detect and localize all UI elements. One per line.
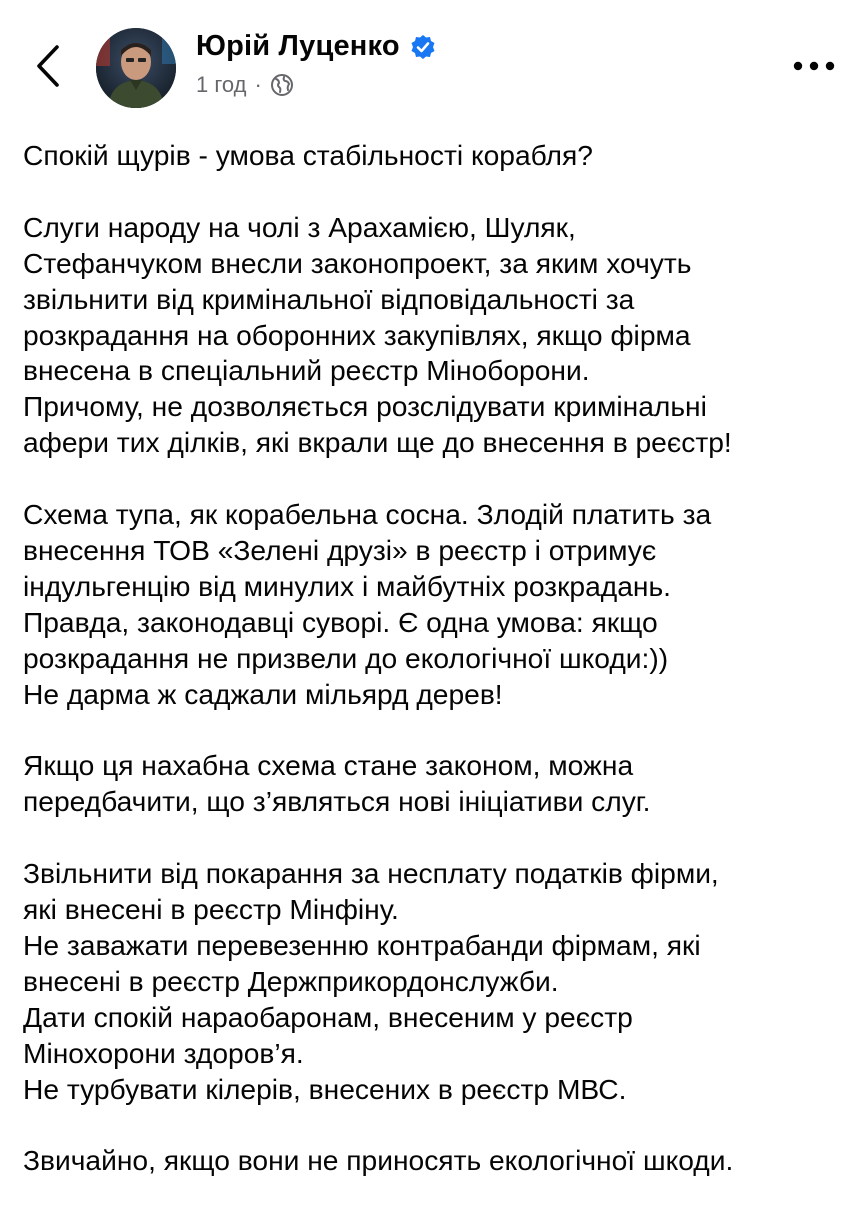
post-text-line: які внесені в реєстр Мінфіну. (23, 892, 399, 925)
post-text-line: Причому, не дозволяється розслідувати кримінальні (23, 390, 707, 423)
avatar-image (96, 28, 176, 108)
more-options-button[interactable] (790, 48, 838, 84)
post-text-line: розкрадання на оборонних закупівлях, якщо фірма (23, 318, 691, 351)
post-text-line: афери тих ділків, які вкрали ще до внесення в реєстр! (23, 426, 732, 459)
post-text-line: Звільнити від покарання за несплату податків фірми, (23, 857, 719, 890)
post-timestamp[interactable]: 1 год (196, 72, 247, 97)
verified-badge-icon (410, 34, 436, 60)
post-text-line: звільнити від кримінальної відповідальності за (23, 282, 635, 315)
post-text-line: Стефанчуком внесли законопроект, за яким хочуть (23, 246, 692, 279)
post-text-line: розкрадання не призвели до екологічної шкоди:)) (23, 641, 669, 674)
post-meta (196, 72, 294, 98)
post-text-line: Схема тупа, як корабельна сосна. Злодій платить за (23, 498, 712, 531)
post-text-line: Правда, законодавці суворі. Є одна умова: якщо (23, 605, 658, 638)
post-text-line: Слуги народу на чолі з Арахамією, Шуляк, (23, 210, 576, 243)
author-name[interactable]: Юрій Луценко (196, 30, 400, 62)
avatar[interactable] (96, 28, 176, 108)
post-text-line: Не дарма ж саджали мільярд дерев! (23, 677, 503, 710)
post-text-line: Дати спокій нараобаронам, внесеним у реєстр (23, 1000, 633, 1033)
post-text (23, 138, 843, 1215)
post-text-line: передбачити, що з’являться нові ініціативи слуг. (23, 785, 651, 818)
post-text-line: внесена в спеціальний реєстр Міноборони. (23, 354, 590, 387)
chevron-left-icon (35, 44, 61, 88)
post-paragraph (23, 856, 843, 1107)
more-horizontal-icon (793, 61, 835, 71)
post-text-line: внесені в реєстр Держприкордонслужби. (23, 964, 559, 997)
post-paragraph (23, 210, 843, 461)
post-text-line: індульгенцію від минулих і майбутніх розкрадань. (23, 569, 671, 602)
post-text-line: Не турбувати кілерів, внесених в реєстр МВС. (23, 1072, 627, 1105)
post-paragraph (23, 748, 843, 820)
post-paragraph (23, 497, 843, 712)
globe-icon (270, 73, 294, 97)
meta-separator: · (254, 72, 262, 97)
post-header (0, 0, 862, 130)
back-button[interactable] (28, 40, 68, 92)
post-text-line: Мінохорони здоров’я. (23, 1036, 304, 1069)
post-paragraph (23, 138, 843, 174)
post-text-line: Звичайно, якщо вони не приносять екологічної шкоди. (23, 1144, 734, 1177)
post-text-line: Не заважати перевезенню контрабанди фірмам, які (23, 928, 701, 961)
author-row (196, 30, 436, 63)
post-text-line: внесення ТОВ «Зелені друзі» в реєстр і отримує (23, 533, 657, 566)
post-text-line: Спокій щурів - умова стабільності корабля? (23, 139, 593, 171)
post-text-line: Якщо ця нахабна схема стане законом, можна (23, 749, 634, 782)
post-paragraph (23, 1143, 843, 1179)
